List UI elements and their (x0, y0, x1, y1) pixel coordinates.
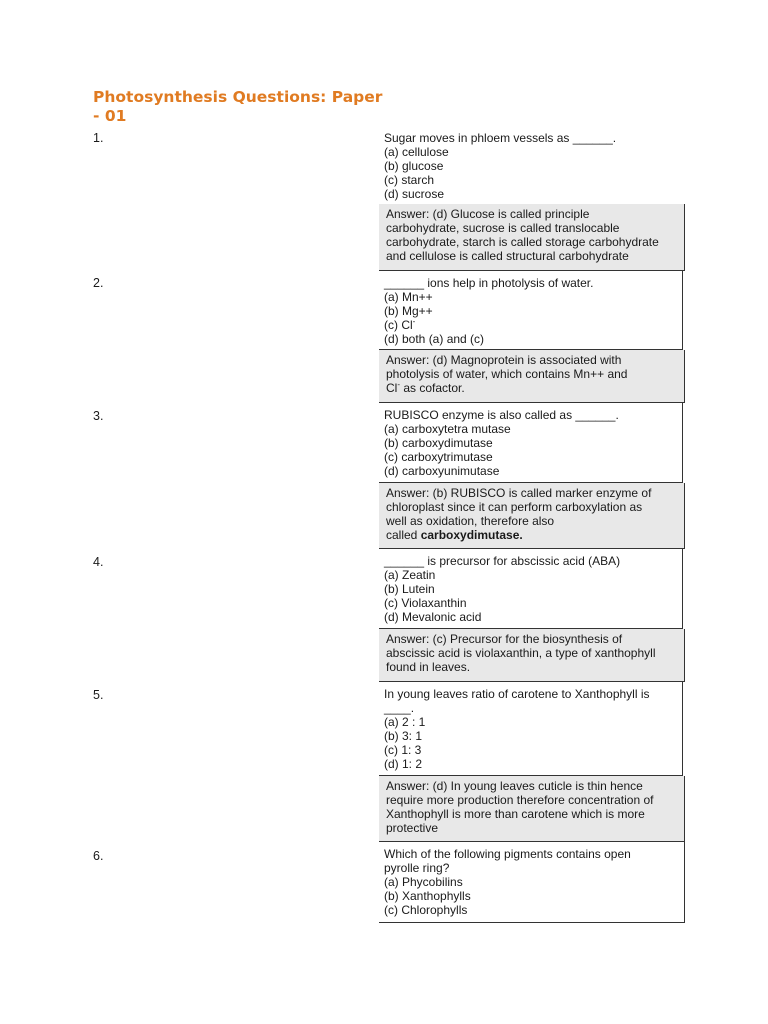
option-d: (d) Mevalonic acid (384, 610, 482, 624)
option-c: (c) Chlorophylls (384, 903, 468, 917)
answer-line: Xanthophyll is more than carotene which is more (386, 807, 645, 821)
answer-line: Answer: (d) Glucose is called principle (386, 207, 590, 221)
option-b: (b) Lutein (384, 582, 435, 596)
answer-box (379, 350, 685, 403)
question-box (379, 271, 683, 350)
answer-line: photolysis of water, which contains Mn++ and (386, 367, 628, 381)
answer-line: require more production therefore concentration of (386, 793, 654, 807)
question-box (379, 403, 683, 483)
question-text: In young leaves ratio of carotene to Xanthophyll is (384, 687, 650, 701)
option-a: (a) Phycobilins (384, 875, 463, 889)
option-b: (b) glucose (384, 159, 444, 173)
question-box (379, 129, 683, 204)
answer-box (379, 483, 685, 549)
option-c: (c) starch (384, 173, 435, 187)
question-number: 4. (93, 555, 104, 569)
answer-line: Answer: (c) Precursor for the biosynthesis of (386, 632, 623, 646)
question-box (379, 682, 683, 776)
option-a: (a) carboxytetra mutase (384, 422, 511, 436)
question-number: 1. (93, 131, 104, 145)
option-b: (b) Xanthophylls (384, 889, 471, 903)
answer-line: Answer: (d) In young leaves cuticle is thin hence (386, 779, 643, 793)
answer-box (379, 776, 685, 842)
question-text: ______ is precursor for abscissic acid (ABA) (384, 554, 621, 568)
question-text: RUBISCO enzyme is also called as ______. (384, 408, 619, 422)
question-text: Which of the following pigments contains open (384, 847, 631, 861)
option-a: (a) 2 : 1 (384, 715, 426, 729)
answer-line: found in leaves. (386, 660, 471, 674)
option-a: (a) Mn++ (384, 290, 433, 304)
question-number: 5. (93, 688, 104, 702)
option-c: (c) Violaxanthin (384, 596, 467, 610)
question-number: 6. (93, 849, 104, 863)
option-d: (d) both (a) and (c) (384, 332, 485, 346)
answer-line: chloroplast since it can perform carboxylation as (386, 500, 643, 514)
option-c: (c) Cl- (384, 317, 416, 332)
question-text: Sugar moves in phloem vessels as ______. (384, 131, 617, 145)
answer-line: called carboxydimutase. (386, 528, 523, 542)
answer-line: Answer: (b) RUBISCO is called marker enzyme of (386, 486, 652, 500)
option-b: (b) carboxydimutase (384, 436, 493, 450)
question-text-cont: pyrolle ring? (384, 861, 450, 875)
option-d: (d) 1: 2 (384, 757, 423, 771)
question-text: ______ ions help in photolysis of water. (384, 276, 594, 290)
option-d: (d) carboxyunimutase (384, 464, 500, 478)
option-d: (d) sucrose (384, 187, 445, 201)
question-box (379, 842, 685, 923)
option-c: (c) 1: 3 (384, 743, 422, 757)
answer-line: well as oxidation, therefore also (386, 514, 555, 528)
answer-line: protective (386, 821, 439, 835)
answer-line: carbohydrate, starch is called storage carbohydrate (386, 235, 659, 249)
question-number: 3. (93, 409, 104, 423)
option-a: (a) cellulose (384, 145, 449, 159)
question-text-cont: ____. (384, 701, 415, 715)
answer-line: Answer: (d) Magnoprotein is associated with (386, 353, 622, 367)
option-b: (b) Mg++ (384, 304, 433, 318)
answer-line: and cellulose is called structural carbohydrate (386, 249, 629, 263)
option-a: (a) Zeatin (384, 568, 436, 582)
question-box (379, 549, 683, 629)
answer-line: carbohydrate, sucrose is called translocable (386, 221, 620, 235)
question-number: 2. (93, 276, 104, 290)
option-b: (b) 3: 1 (384, 729, 423, 743)
answer-box (379, 204, 685, 271)
answer-box (379, 629, 685, 682)
page-title: Photosynthesis Questions: Paper - 01 (93, 88, 383, 125)
option-c: (c) carboxytrimutase (384, 450, 493, 464)
answer-line: abscissic acid is violaxanthin, a type of xanthophyll (386, 646, 656, 660)
answer-line: Cl- as cofactor. (386, 380, 465, 395)
